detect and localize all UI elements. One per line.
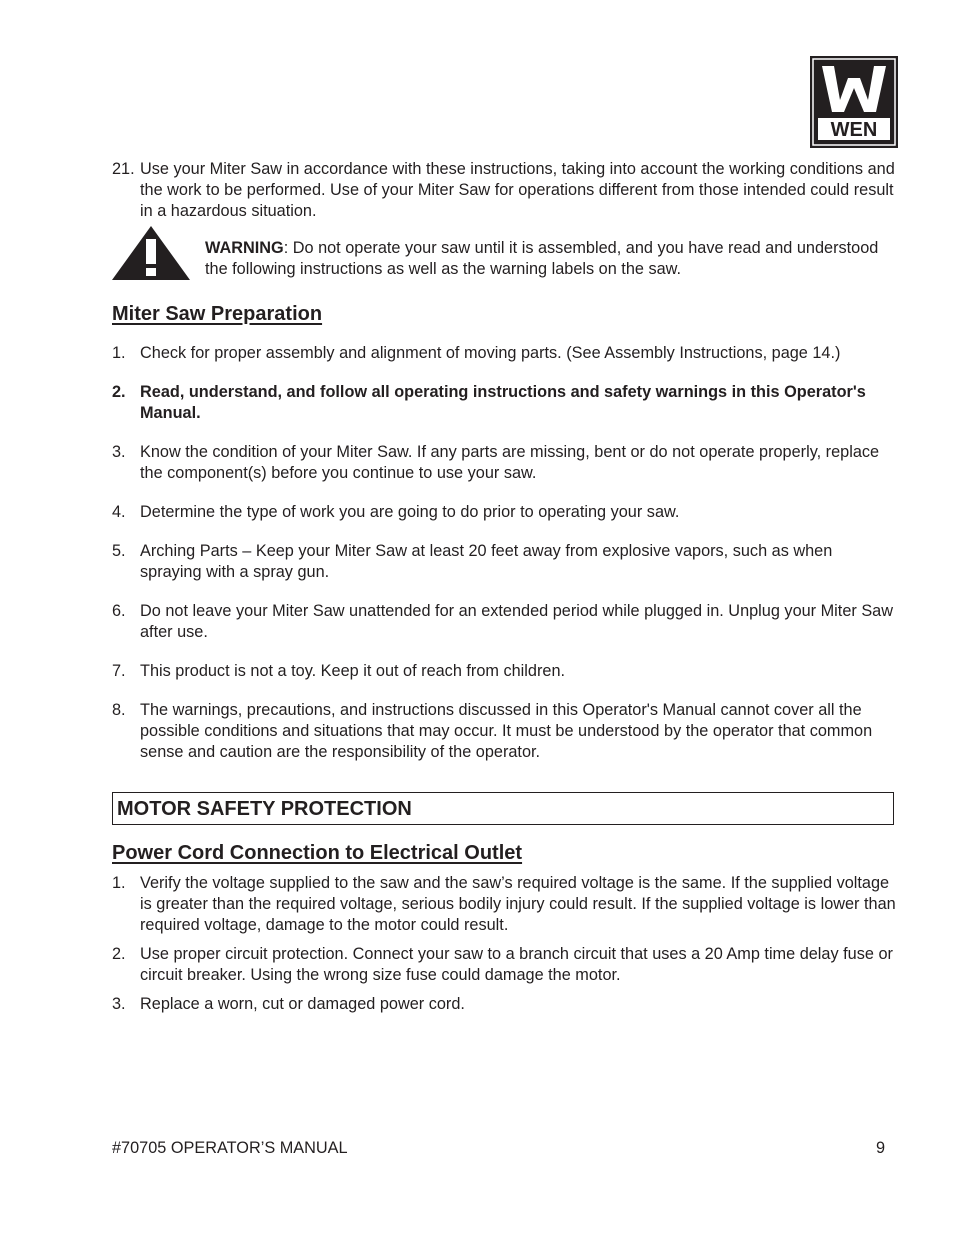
item-number: 3.	[112, 443, 126, 461]
list-item	[112, 382, 897, 424]
item-number: 1.	[112, 344, 126, 362]
item-number: 6.	[112, 602, 126, 620]
warning-triangle-icon	[111, 225, 191, 281]
item-text: Arching Parts – Keep your Miter Saw at least 20 feet away from explosive vapors, such as when spraying with a spray gun.	[140, 542, 833, 581]
item-number: 5.	[112, 542, 126, 560]
item-text: Replace a worn, cut or damaged power cord.	[140, 995, 465, 1013]
wen-logo	[810, 56, 898, 148]
warning-label: WARNING	[205, 239, 284, 257]
list-item	[112, 442, 897, 484]
logo-wordmark: WEN	[830, 119, 878, 141]
section-title: MOTOR SAFETY PROTECTION	[117, 798, 412, 820]
item-text: The warnings, precautions, and instructions discussed in this Operator's Manual cannot cover all the possible conditions and situations that may occur. It must be understood by the operator that common sense and caution are the responsibility of the operator.	[140, 701, 873, 761]
item-text: Determine the type of work you are going to do prior to operating your saw.	[140, 503, 680, 521]
list-item	[112, 661, 897, 682]
item-number: 4.	[112, 503, 126, 521]
power-cord-heading: Power Cord Connection to Electrical Outlet	[112, 842, 523, 864]
item-text: Use your Miter Saw in accordance with these instructions, taking into account the working conditions and the work to be performed. Use of your Miter Saw for operations different from those intended could result in a hazardous situation.	[140, 160, 895, 220]
item-text: Check for proper assembly and alignment of moving parts. (See Assembly Instructions, page 14.)	[140, 344, 841, 362]
item-text: Verify the voltage supplied to the saw and the saw’s required voltage is the same. If the supplied voltage is greater than the required voltage, serious bodily injury could result. If the supplied voltage is lower than required voltage, damage to the motor could result.	[140, 874, 896, 934]
item-text: Do not leave your Miter Saw unattended for an extended period while plugged in. Unplug your Miter Saw after use.	[140, 602, 893, 641]
item-text: Read, understand, and follow all operating instructions and safety warnings in this Operator's Manual.	[140, 383, 866, 422]
item-number: 2.	[112, 945, 126, 963]
item-number: 3.	[112, 995, 126, 1013]
warning-body: : Do not operate your saw until it is assembled, and you have read and understood the following instructions as well as the warning labels on the saw.	[205, 239, 879, 278]
list-item	[112, 502, 897, 523]
motor-safety-section-box	[112, 792, 894, 825]
item-text: Use proper circuit protection. Connect your saw to a branch circuit that uses a 20 Amp time delay fuse or circuit breaker. Using the wrong size fuse could damage the motor.	[140, 945, 893, 984]
list-item	[112, 601, 897, 643]
list-item	[112, 944, 897, 986]
item-number: 1.	[112, 874, 126, 892]
item-number: 8.	[112, 701, 126, 719]
list-item	[112, 343, 897, 364]
list-item	[112, 541, 897, 583]
list-item	[112, 873, 897, 936]
list-item	[112, 700, 897, 763]
list-item-21	[112, 159, 897, 222]
footer-manual-title: #70705 OPERATOR’S MANUAL	[112, 1139, 348, 1157]
list-item	[112, 994, 897, 1015]
warning-text	[205, 238, 885, 280]
item-text: Know the condition of your Miter Saw. If any parts are missing, bent or do not operate properly, replace the component(s) before you continue to use your saw.	[140, 443, 880, 482]
item-number: 2.	[112, 383, 126, 401]
item-number: 7.	[112, 662, 126, 680]
item-number: 21.	[112, 160, 135, 178]
miter-prep-heading: Miter Saw Preparation	[112, 303, 323, 325]
item-text: This product is not a toy. Keep it out of reach from children.	[140, 662, 566, 680]
page-number: 9	[876, 1139, 886, 1157]
